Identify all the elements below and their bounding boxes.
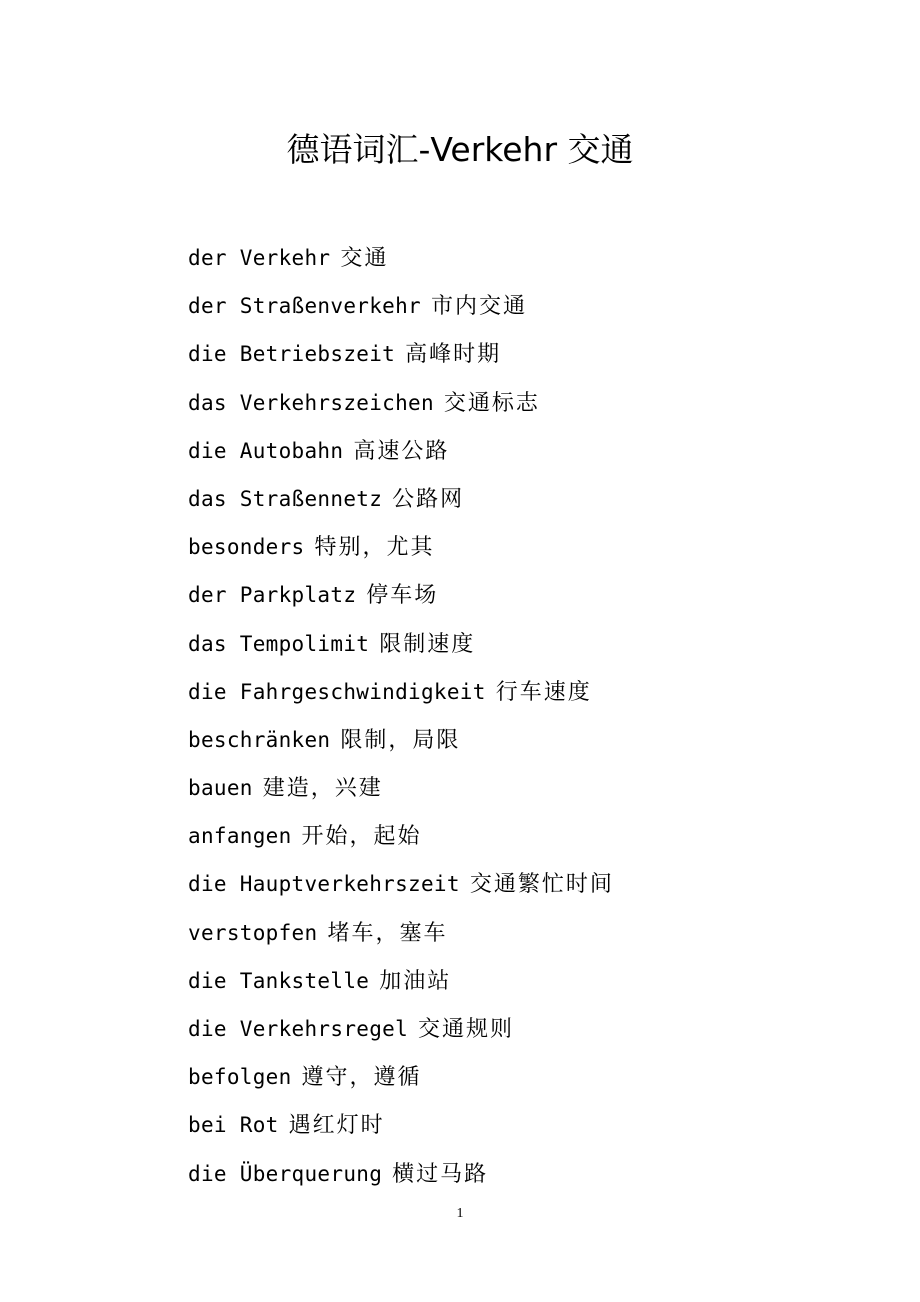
german-term: anfangen [188,824,292,849]
list-item [188,571,614,619]
chinese-meaning: 交通标志 [443,390,540,416]
german-term: das Straßennetz [188,486,383,511]
german-term: die Tankstelle [188,968,370,993]
chinese-meaning: 建造，兴建 [262,776,383,802]
list-item [188,1005,614,1053]
page-number: 1 [456,1206,464,1221]
list-item [188,427,614,475]
list-item [188,620,614,668]
list-item [188,716,614,764]
list-item [188,812,614,860]
list-item [188,1053,614,1101]
chinese-meaning: 横过马路 [392,1161,489,1187]
chinese-meaning: 遵守，遵循 [301,1065,422,1091]
german-term: besonders [188,535,305,560]
page-title: 德语词汇-Verkehr 交通 [286,130,634,169]
list-item [188,475,614,523]
list-item [188,909,614,957]
list-item [188,860,614,908]
chinese-meaning: 遇红灯时 [288,1113,385,1139]
chinese-meaning: 交通 [340,246,389,271]
chinese-meaning: 加油站 [379,968,452,994]
list-item [188,1101,614,1149]
chinese-meaning: 停车场 [366,583,439,609]
german-term: die Betriebszeit [188,342,396,367]
list-item [188,379,614,427]
german-term: die Autobahn [188,438,344,463]
german-term: der Straßenverkehr [188,294,421,319]
chinese-meaning: 特别，尤其 [314,535,435,561]
german-term: das Tempolimit [188,631,370,656]
german-term: bei Rot [188,1113,279,1138]
chinese-meaning: 交通繁忙时间 [469,872,614,898]
list-item [188,234,614,282]
german-term: die Hauptverkehrszeit [188,872,460,897]
list-item [188,764,614,812]
chinese-meaning: 高峰时期 [405,342,502,368]
list-item [188,330,614,378]
vocabulary-list [188,234,614,1198]
chinese-meaning: 高速公路 [353,438,450,464]
chinese-meaning: 交通规则 [418,1017,515,1042]
german-term: die Verkehrsregel [188,1017,409,1041]
list-item [188,668,614,716]
german-term: die Fahrgeschwindigkeit [188,679,486,704]
german-term: verstopfen [188,920,318,945]
chinese-meaning: 行车速度 [495,679,592,705]
german-term: die Überquerung [188,1161,383,1186]
list-item [188,1150,614,1198]
list-item [188,957,614,1005]
german-term: beschränken [188,727,331,752]
chinese-meaning: 市内交通 [430,294,527,320]
chinese-meaning: 开始，起始 [301,824,422,850]
german-term: der Parkplatz [188,583,357,608]
list-item [188,282,614,330]
german-term: befolgen [188,1065,292,1090]
german-term: der Verkehr [188,246,331,270]
list-item [188,523,614,571]
german-term: bauen [188,776,253,801]
chinese-meaning: 公路网 [392,486,465,512]
german-term: das Verkehrszeichen [188,390,434,415]
chinese-meaning: 堵车，塞车 [327,920,448,946]
chinese-meaning: 限制速度 [379,631,476,657]
chinese-meaning: 限制，局限 [340,727,461,753]
